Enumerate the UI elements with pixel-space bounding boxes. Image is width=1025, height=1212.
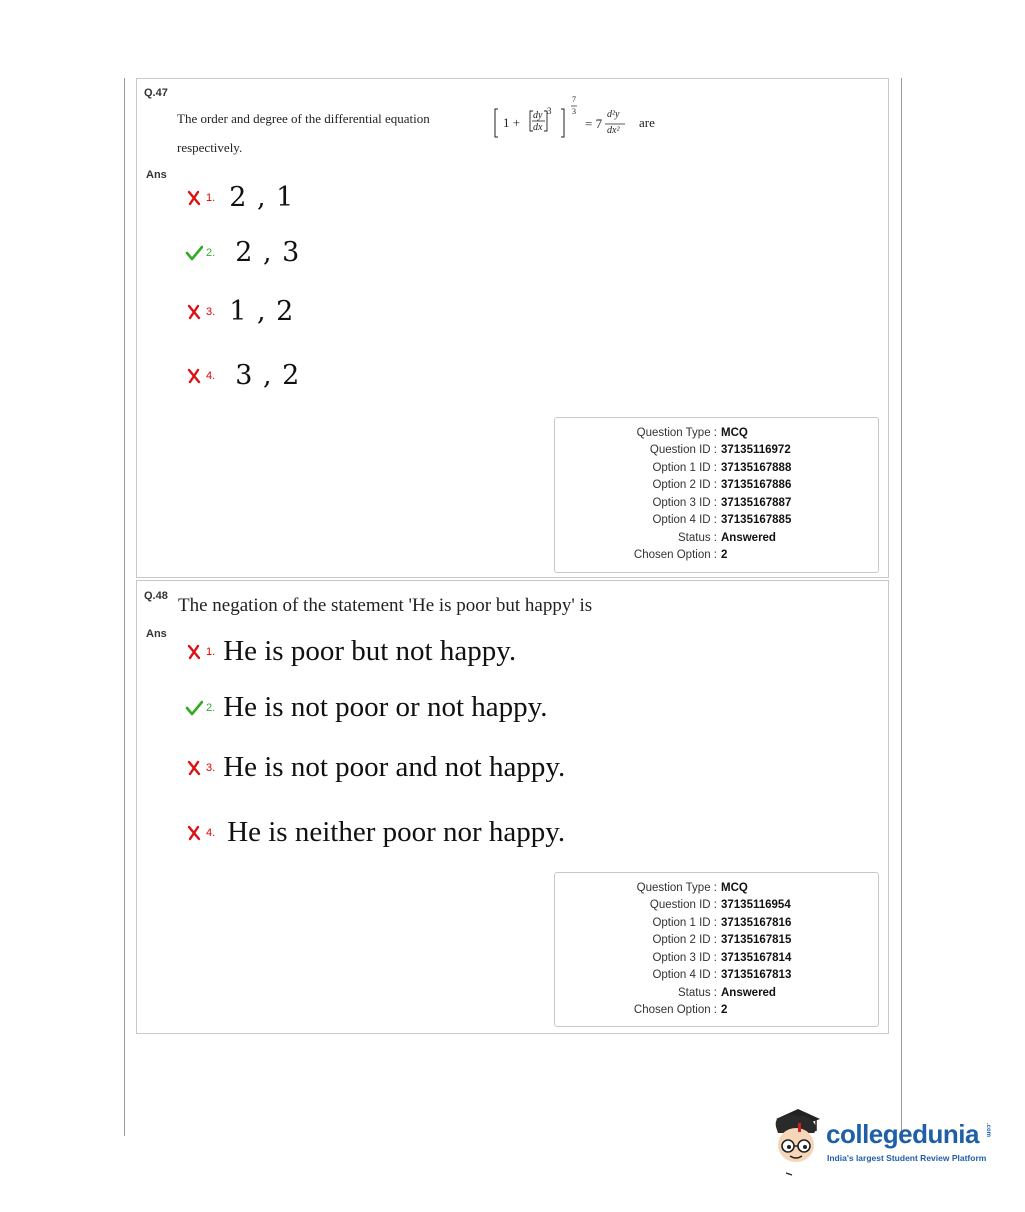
question-info-box — [554, 872, 879, 1027]
option-1 — [185, 182, 294, 213]
eq-exp-den: 3 — [572, 107, 576, 116]
option-number: 3. — [206, 761, 216, 774]
option-number: 1. — [206, 191, 216, 204]
option-text: He is neither poor nor happy. — [227, 816, 566, 848]
question-number: Q.47 — [144, 87, 168, 99]
brand-tagline: India's largest Student Review Platform — [827, 1153, 987, 1163]
eq-exp-3: 3 — [547, 106, 552, 116]
check-icon — [185, 699, 203, 717]
option-4 — [185, 816, 565, 849]
cross-icon — [185, 189, 203, 207]
info-option-4-id: Option 4 ID : 37135167885 — [652, 514, 792, 526]
eq-equals-seven: = 7 — [585, 116, 603, 131]
collegedunia-logo — [768, 1103, 998, 1178]
info-question-id: Question ID : 37135116954 — [649, 899, 791, 911]
info-option-3-id: Option 3 ID : 37135167814 — [652, 952, 792, 964]
info-chosen-option: Chosen Option : 2 — [633, 549, 728, 561]
eq-dx2: dx² — [607, 125, 620, 136]
answer-label: Ans — [146, 169, 167, 181]
option-number: 2. — [206, 701, 216, 714]
option-3 — [185, 296, 294, 327]
option-2 — [185, 237, 300, 268]
check-icon — [185, 244, 203, 262]
option-number: 2. — [206, 246, 216, 259]
question-text-end: respectively. — [177, 140, 243, 155]
eq-dy: dy — [533, 110, 543, 121]
question-47-panel — [136, 78, 889, 578]
option-number: 1. — [206, 645, 216, 658]
info-question-type: Question Type : MCQ — [636, 882, 748, 894]
question-number: Q.48 — [144, 590, 168, 602]
eq-one-plus: 1 + — [503, 115, 521, 130]
cross-icon — [185, 303, 203, 321]
info-question-id: Question ID : 37135116972 — [649, 444, 791, 456]
cross-icon — [185, 824, 203, 842]
option-text: 1 , 2 — [229, 296, 295, 327]
eq-exp-num: 7 — [572, 95, 576, 104]
option-text: He is not poor and not happy. — [223, 751, 566, 783]
info-option-4-id: Option 4 ID : 37135167813 — [652, 969, 792, 981]
cross-icon — [185, 367, 203, 385]
cross-icon — [185, 643, 203, 661]
info-option-1-id: Option 1 ID : 37135167816 — [652, 917, 792, 929]
info-chosen-option: Chosen Option : 2 — [633, 1004, 728, 1016]
cross-icon — [185, 759, 203, 777]
mascot-icon — [768, 1103, 824, 1178]
eq-d2y: d²y — [607, 109, 620, 120]
option-number: 3. — [206, 305, 216, 318]
question-info-box — [554, 417, 879, 573]
option-number: 4. — [206, 369, 216, 382]
option-3 — [185, 751, 565, 784]
info-option-2-id: Option 2 ID : 37135167815 — [652, 934, 792, 946]
option-text: 3 , 2 — [235, 360, 301, 391]
option-text: 2 , 1 — [229, 182, 295, 213]
info-option-3-id: Option 3 ID : 37135167887 — [652, 497, 792, 509]
question-text: The negation of the statement 'He is poor but happy' is — [178, 595, 593, 616]
question-text-start: The order and degree of the differential equation — [177, 111, 430, 126]
page-left-rule — [124, 78, 125, 1136]
answer-label: Ans — [146, 628, 167, 640]
option-number: 4. — [206, 826, 216, 839]
info-option-1-id: Option 1 ID : 37135167888 — [652, 462, 792, 474]
question-48-panel — [136, 580, 889, 1034]
page-right-rule — [901, 78, 902, 1136]
option-2 — [185, 691, 548, 724]
brand-name: collegedunia — [826, 1119, 979, 1149]
option-1 — [185, 635, 516, 668]
info-status: Status : Answered — [678, 987, 776, 999]
option-text: 2 , 3 — [235, 237, 301, 268]
brand-domain: .com — [985, 1123, 991, 1138]
option-text: He is poor but not happy. — [223, 635, 517, 667]
question-text-are: are — [639, 115, 655, 130]
info-option-2-id: Option 2 ID : 37135167886 — [652, 479, 792, 491]
info-question-type: Question Type : MCQ — [636, 427, 748, 439]
info-status: Status : Answered — [678, 532, 776, 544]
option-text: He is not poor or not happy. — [223, 691, 548, 723]
option-4 — [185, 360, 300, 391]
eq-dx: dx — [533, 122, 543, 133]
